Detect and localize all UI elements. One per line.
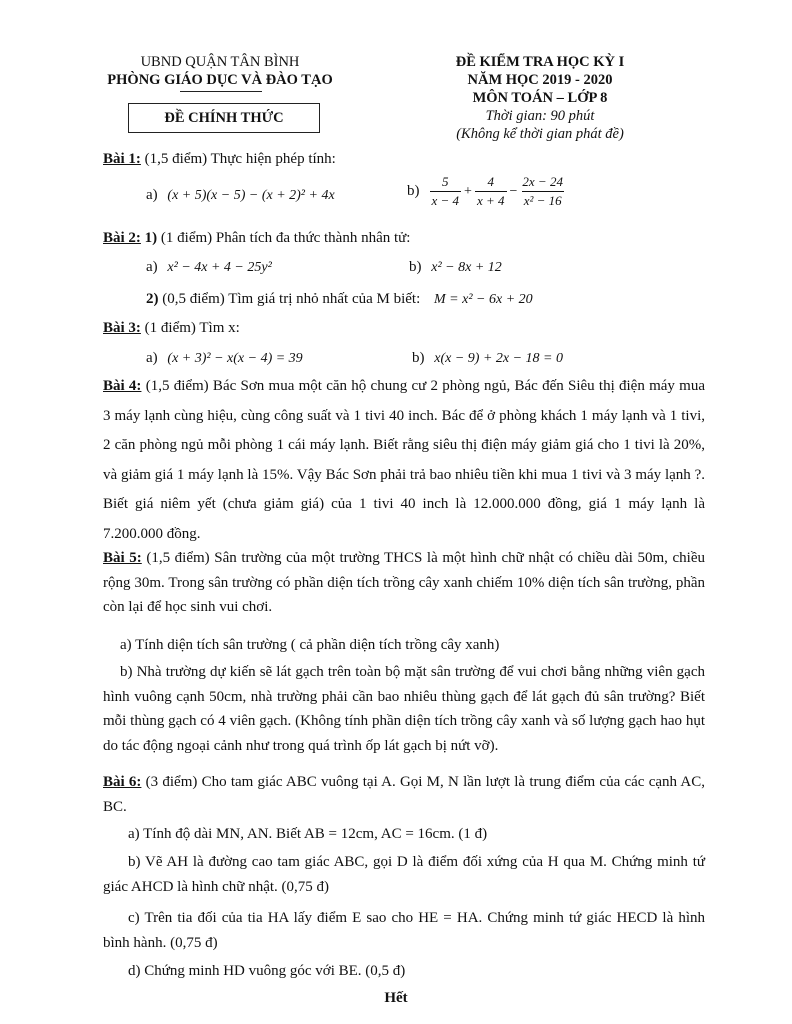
bai1-a <box>146 187 335 204</box>
fraction-numerator: 5 <box>442 174 449 189</box>
bai6-paragraph <box>103 770 705 819</box>
bai2-a-label: a) <box>146 259 158 275</box>
bai1-b-fraction-3 <box>520 174 565 209</box>
fraction-denominator: x + 4 <box>476 193 505 208</box>
bai1-heading <box>103 151 336 168</box>
bai2-title: Bài 2: <box>103 230 141 246</box>
bai5-a: a) Tính diện tích sân trường ( cả phần diện tích trồng cây xanh) <box>120 637 500 653</box>
bai2-heading <box>103 230 410 247</box>
bai2-a <box>146 259 272 276</box>
bai1-b <box>407 174 567 209</box>
minus-sign: − <box>509 183 518 199</box>
bai2-b <box>409 259 502 276</box>
district-name: UBND QUẬN TÂN BÌNH <box>140 54 300 70</box>
bai4-paragraph <box>103 372 705 549</box>
bai2-text: (1 điểm) Phân tích đa thức thành nhân tử: <box>157 230 411 246</box>
plus-sign: + <box>464 183 472 199</box>
bai3-b <box>412 350 563 367</box>
bai1-b-fraction-1 <box>430 174 462 209</box>
fraction-denominator: x² − 16 <box>523 193 562 208</box>
bai3-b-label: b) <box>412 350 425 366</box>
subject-grade: MÔN TOÁN – LỚP 8 <box>472 90 608 106</box>
bai2-part2-label: 2) <box>146 291 159 307</box>
official-exam-box: ĐỀ CHÍNH THỨC <box>128 103 320 133</box>
bai6-a: a) Tính độ dài MN, AN. Biết AB = 12cm, AC = 16cm. (1 đ) <box>128 826 488 842</box>
bai3-title: Bài 3: <box>103 320 141 336</box>
bai5-paragraph <box>103 546 705 620</box>
bai6-text: (3 điểm) Cho tam giác ABC vuông tại A. Gọi M, N lần lượt là trung điểm của các cạnh AC, BC. <box>103 774 705 815</box>
department-name: PHÒNG GIÁO DỤC VÀ ĐÀO TẠO <box>107 72 333 88</box>
bai2-part2 <box>146 291 533 308</box>
bai3-text: (1 điểm) Tìm x: <box>140 320 240 336</box>
bai5-b: b) Nhà trường dự kiến sẽ lát gạch trên toàn bộ mặt sân trường để vui chơi bằng những viên gạch hình vuông cạnh 50cm, nhà trường phải cần bao nhiêu thùng gạch để lát gạch đủ sân trường? Biết mỗi thùng gạch có 4 viên gạch. (Không tính phần diện tích trồng cây xanh và số lượng gạch hao hụt do tác động ngoại cảnh như trong quá trình ốp lát gạch bị nứt vỡ). <box>103 664 705 754</box>
end-marker: Hết <box>384 990 408 1006</box>
bai1-text: (1,5 điểm) Thực hiện phép tính: <box>140 151 336 167</box>
time-limit: Thời gian: 90 phút <box>485 108 595 124</box>
bai1-a-label: a) <box>146 187 158 203</box>
bai1-b-fraction-2 <box>475 174 507 209</box>
bai2-b-label: b) <box>409 259 422 275</box>
bai3-a-label: a) <box>146 350 158 366</box>
fraction-denominator: x − 4 <box>431 193 460 208</box>
bai1-title: Bài 1: <box>103 151 141 167</box>
bai4-text: (1,5 điểm) Bác Sơn mua một căn hộ chung cư 2 phòng ngủ, Bác đến Siêu thị điện máy mua 3 máy lạnh cùng hiệu, cùng công suất và 1 tivi 40 inch. Bác để ở phòng khách 1 máy lạnh và 1 tivi, 2 căn phòng ngủ mỗi phòng 1 cái máy lạnh. Biết rằng siêu thị điện máy giảm giá cho 1 tivi là 20%, và giảm giá 1 máy lạnh là 15%. Vậy Bác Sơn phải trả bao nhiêu tiền khi mua 1 tivi và 3 máy lạnh ?. Biết giá niêm yết (chưa giảm giá) của 1 tivi 40 inch là 12.000.000 đồng, giá 1 máy lạnh là 7.200.000 đồng. <box>103 378 705 542</box>
school-year: NĂM HỌC 2019 - 2020 <box>467 72 613 88</box>
exam-title: ĐỀ KIỂM TRA HỌC KỲ I <box>455 54 625 70</box>
bai2-part1-label: 1) <box>140 230 158 246</box>
bai3-a <box>146 350 303 367</box>
bai6-d: d) Chứng minh HD vuông góc với BE. (0,5 đ) <box>128 963 406 979</box>
bai3-b-expr: x(x − 9) + 2x − 18 = 0 <box>434 351 564 366</box>
header-underline <box>180 91 262 92</box>
fraction-numerator: 4 <box>487 174 494 189</box>
bai5-title: Bài 5: <box>103 550 142 566</box>
bai2-b-expr: x² − 8x + 12 <box>431 260 502 275</box>
bai4-title: Bài 4: <box>103 378 142 394</box>
bai3-a-expr: (x + 3)² − x(x − 4) = 39 <box>167 351 303 366</box>
bai3-heading <box>103 320 240 337</box>
bai2-part2-expr: M = x² − 6x + 20 <box>434 292 533 307</box>
bai5-text: (1,5 điểm) Sân trường của một trường THCS là một hình chữ nhật có chiều dài 50m, chiều rộng 30m. Trong sân trường có phần diện tích trồng cây xanh chiếm 10% diện tích sân trường, phần còn lại để học sinh vui chơi. <box>103 550 706 615</box>
bai2-part2-text: (0,5 điểm) Tìm giá trị nhỏ nhất của M biết: <box>158 291 421 307</box>
bai6-b: b) Vẽ AH là đường cao tam giác ABC, gọi D là điểm đối xứng của H qua M. Chứng minh tứ giác AHCD là hình chữ nhật. (0,75 đ) <box>103 854 705 895</box>
bai1-a-expr: (x + 5)(x − 5) − (x + 2)² + 4x <box>167 188 335 203</box>
bai6-title: Bài 6: <box>103 774 142 790</box>
bai1-b-label: b) <box>407 183 420 199</box>
fraction-numerator: 2x − 24 <box>522 174 563 189</box>
bai6-c: c) Trên tia đối của tia HA lấy điểm E sao cho HE = HA. Chứng minh tứ giác HECD là hình bình hành. (0,75 đ) <box>103 910 705 951</box>
time-note: (Không kể thời gian phát đề) <box>456 126 624 142</box>
bai2-a-expr: x² − 4x + 4 − 25y² <box>167 260 272 275</box>
